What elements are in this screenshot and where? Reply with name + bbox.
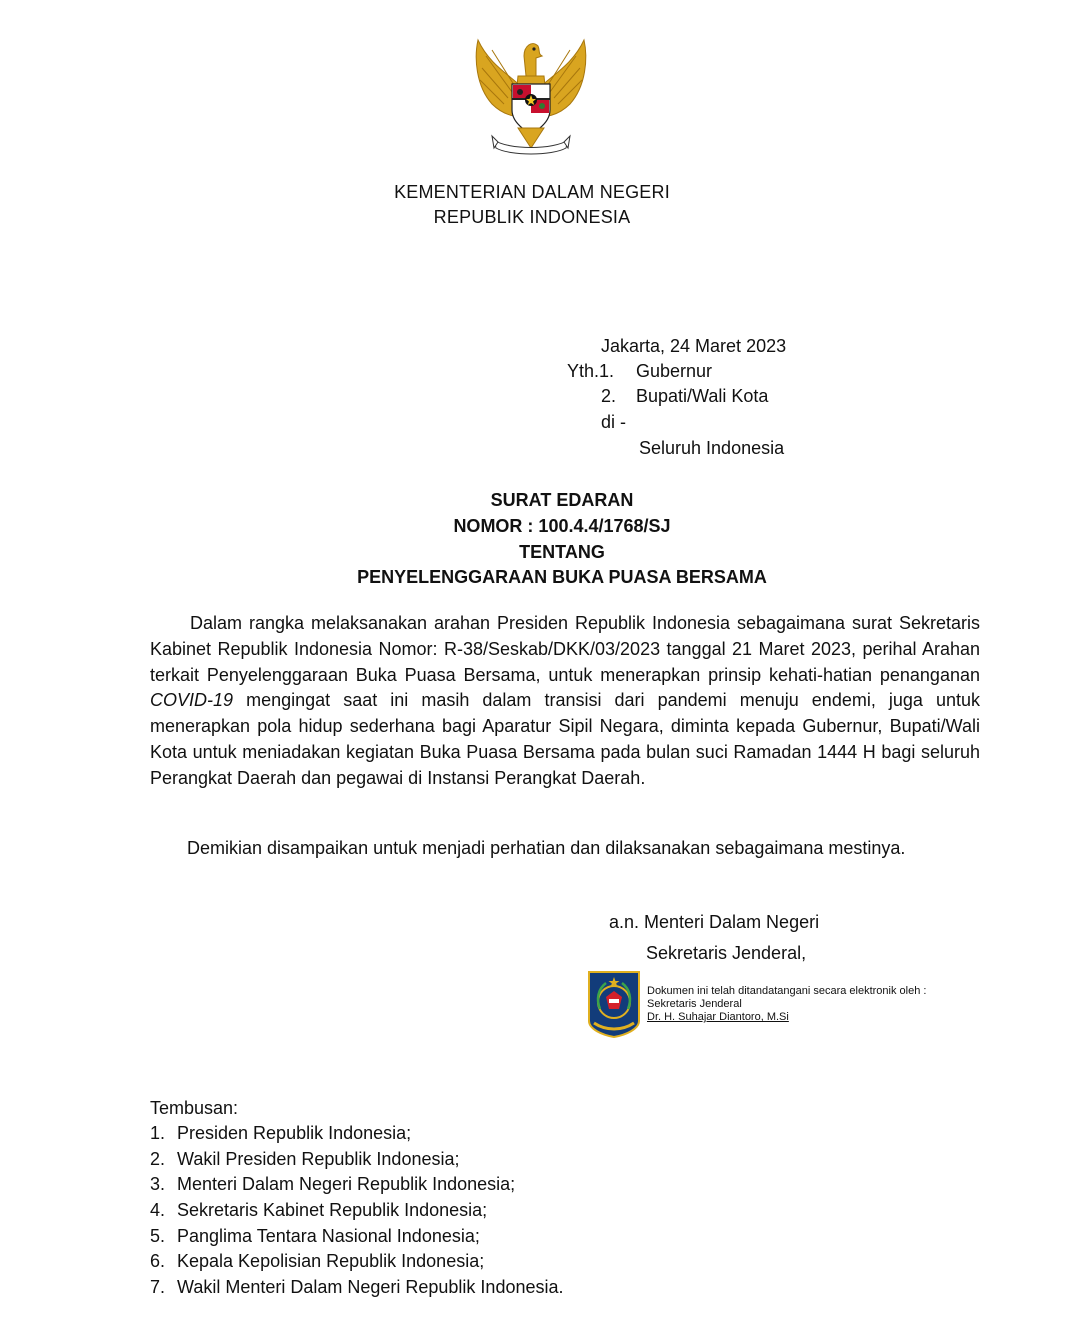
closing-sentence: Demikian disampaikan untuk menjadi perhatian dan dilaksanakan sebagaimana mestinya. [187,838,906,858]
list-item-number: 3. [150,1174,166,1195]
list-item-text: Wakil Presiden Republik Indonesia; [177,1148,460,1169]
address-di: di - [601,412,627,432]
ministry-seal [586,969,642,1039]
esign-position: Sekretaris Jenderal [647,998,742,1010]
electronic-signature-note [647,985,926,1024]
garuda-emblem [472,36,590,158]
body-paragraph [150,611,980,792]
doc-number: NOMOR : 100.4.4/1768/SJ [453,516,671,536]
recipient-governor: Gubernur [636,361,713,381]
esign-signer-name: Dr. H. Suhajar Diantoro, M.Si [647,1011,789,1023]
list-item-number: 7. [150,1277,166,1298]
esign-statement: Dokumen ini telah ditandatangani secara elektronik oleh : [647,985,927,997]
list-item-text: Kepala Kepolisian Republik Indonesia; [177,1251,485,1272]
signature-position: Sekretaris Jenderal, [646,943,807,963]
list-item-number: 2. [150,1148,166,1169]
recipient-number-2: 2. [601,386,617,406]
list-item-text: Menteri Dalam Negeri Republik Indonesia; [177,1174,516,1195]
country-name: REPUBLIK INDONESIA [433,207,631,227]
list-item-number: 4. [150,1200,166,1221]
body-text-part1: Dalam rangka melaksanakan arahan Presiden Republik Indonesia sebagaimana surat Sekretaris Kabinet Republik Indonesia Nomor: R-38/Seskab/DKK/03/2023 tanggal 21 Maret 2023, perihal Arahan terkait Penyelenggaraan Buka Puasa Bersama, untuk menerapkan prinsip kehati-hatian penanganan [150,613,980,685]
list-item-text: Wakil Menteri Dalam Negeri Republik Indonesia. [177,1277,564,1298]
body-text-italic: COVID-19 [150,690,234,711]
list-item [150,1249,564,1275]
doc-type-title: SURAT EDARAN [490,490,634,510]
signature-on-behalf: a.n. Menteri Dalam Negeri [609,912,820,932]
list-item [150,1172,564,1198]
list-item-number: 6. [150,1251,166,1272]
recipient-regent: Bupati/Wali Kota [636,386,769,406]
list-item [150,1198,564,1224]
yth-prefix: Yth.1. [567,361,615,381]
garuda-pancasila-icon [472,36,590,158]
list-item-number: 1. [150,1123,166,1143]
list-item [150,1224,564,1250]
list-item [150,1121,564,1147]
kemendagri-seal-icon [586,969,642,1039]
list-item-text: Presiden Republik Indonesia; [177,1123,412,1143]
doc-subject: PENYELENGGARAAN BUKA PUASA BERSAMA [357,567,767,587]
list-item-text: Sekretaris Kabinet Republik Indonesia; [177,1200,488,1221]
letter-date: Jakarta, 24 Maret 2023 [601,336,787,356]
copies-title: Tembusan: [150,1098,239,1118]
list-item [150,1275,564,1301]
copies-list [150,1121,564,1301]
ministry-name: KEMENTERIAN DALAM NEGERI [394,182,670,202]
body-text-part2: mengingat saat ini masih dalam transisi dari pandemi menuju endemi, juga untuk menerapkan pola hidup sederhana bagi Aparatur Sipil Negara, diminta kepada Gubernur, Bupati/Wali Kota untuk meniadakan kegiatan Buka Puasa Bersama pada bulan suci Ramadan 1444 H bagi seluruh Perangkat Daerah dan pegawai di Instansi Perangkat Daerah. [150,690,980,788]
list-item-text: Panglima Tentara Nasional Indonesia; [177,1225,480,1246]
address-location: Seluruh Indonesia [639,438,785,458]
list-item-number: 5. [150,1225,166,1246]
doc-about-label: TENTANG [519,542,605,562]
list-item [150,1147,564,1173]
